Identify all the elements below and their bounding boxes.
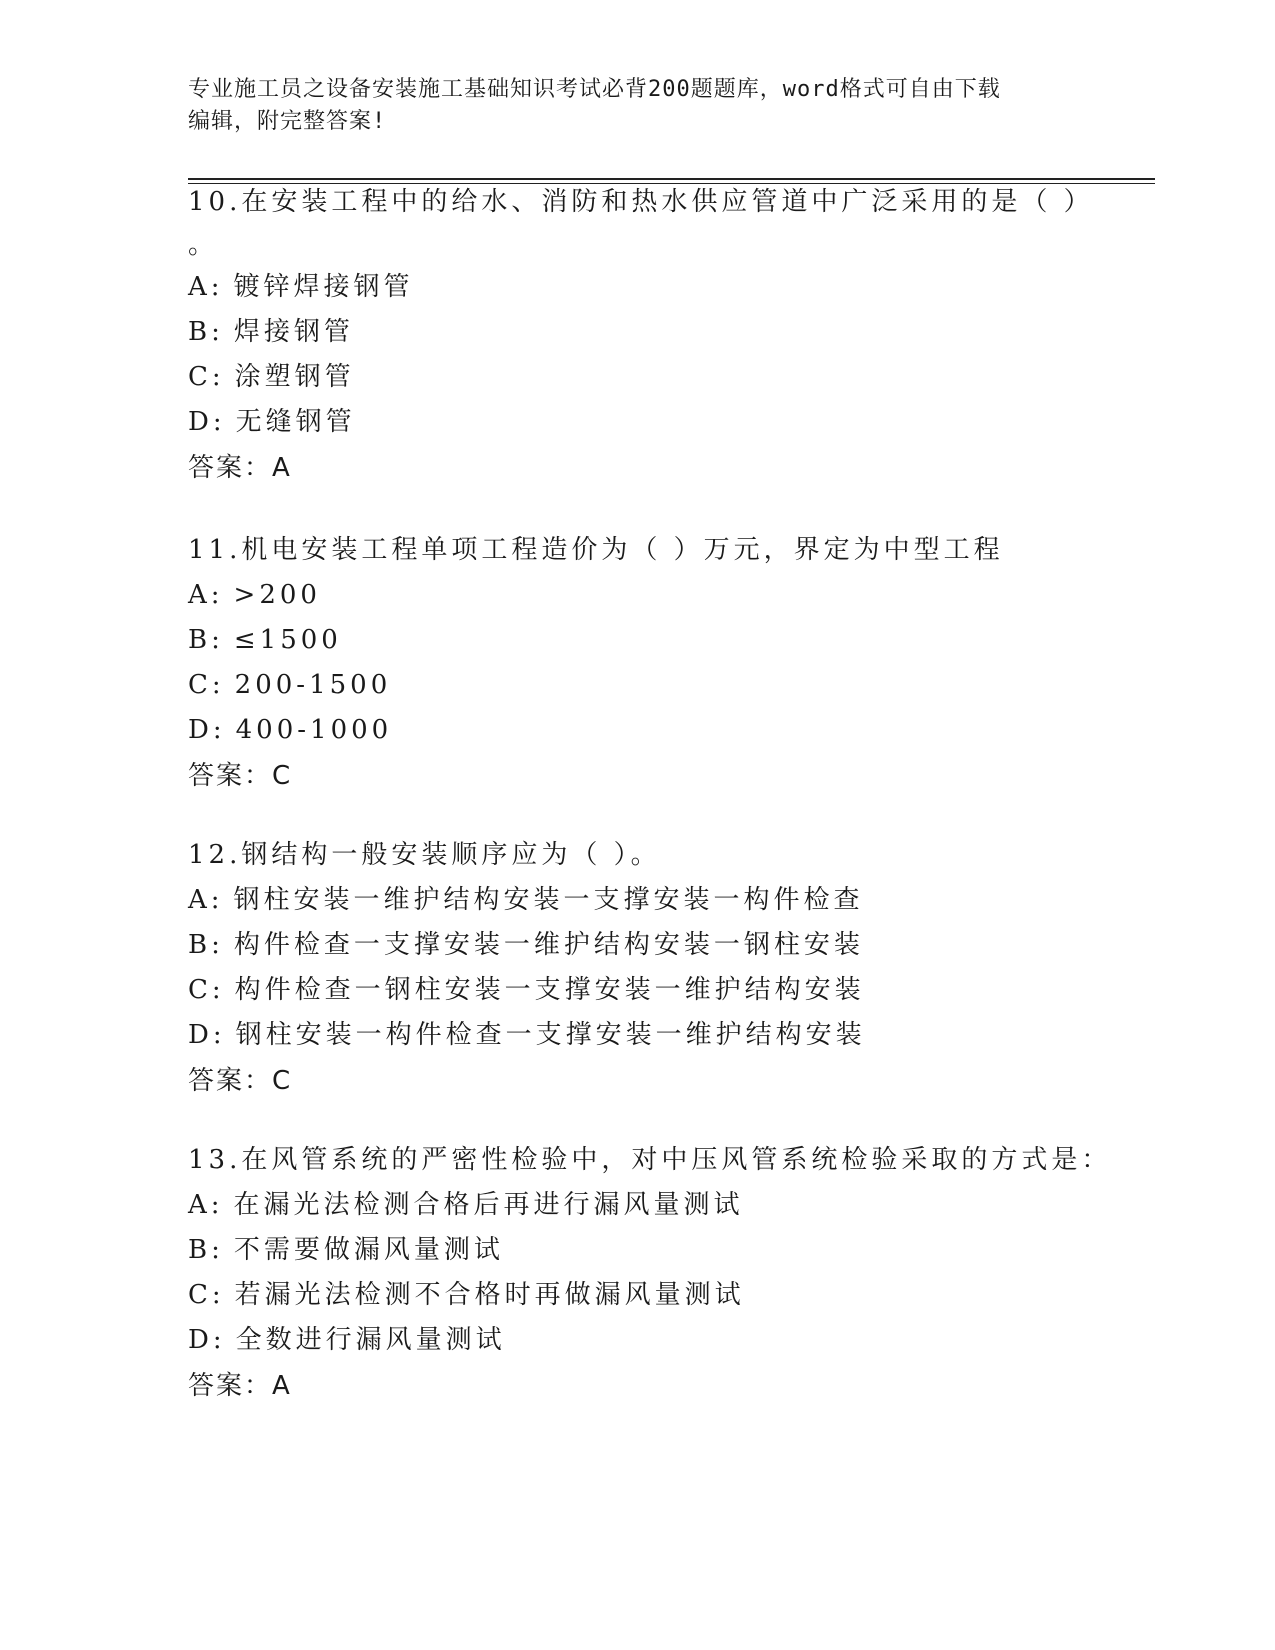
option-d <box>188 400 1088 445</box>
option-text: 钢柱安装一维护结构安装一支撑安装一构件检查 <box>233 885 864 915</box>
answer-line: 答案：A <box>188 453 292 483</box>
question-stem-continuation: 。 <box>188 230 215 260</box>
question-11 <box>188 528 1088 799</box>
option-b <box>188 310 1088 355</box>
option-text: 全数进行漏风量测试 <box>235 1325 506 1355</box>
option-letter: C: <box>188 670 225 700</box>
option-letter: B: <box>188 625 224 655</box>
option-letter: A: <box>188 885 224 915</box>
option-letter: B: <box>188 930 224 960</box>
option-text: 钢柱安装一构件检查一支撑安装一维护结构安装 <box>235 1020 866 1050</box>
option-letter: D: <box>188 1325 226 1355</box>
option-b <box>188 923 1088 968</box>
option-letter: D: <box>188 1020 226 1050</box>
option-a <box>188 265 1088 310</box>
option-text: 无缝钢管 <box>235 407 356 437</box>
header-line-1: 专业施工员之设备安装施工基础知识考试必背200题题库，word格式可自由下载 <box>188 77 1001 102</box>
option-letter: C: <box>188 1280 225 1310</box>
question-stem: 10.在安装工程中的给水、消防和热水供应管道中广泛采用的是（ ） <box>188 187 1094 217</box>
answer-line: 答案：C <box>188 761 293 791</box>
option-letter: D: <box>188 407 226 437</box>
option-text: 构件检查一钢柱安装一支撑安装一维护结构安装 <box>234 975 865 1005</box>
option-c <box>188 355 1088 400</box>
document-header <box>188 74 1088 138</box>
option-text: >200 <box>233 580 321 610</box>
option-a <box>188 573 1088 618</box>
option-b <box>188 1228 1088 1273</box>
answer-line: 答案：C <box>188 1066 293 1096</box>
option-c <box>188 1273 1088 1318</box>
answer-line: 答案：A <box>188 1371 292 1401</box>
question-stem: 11.机电安装工程单项工程造价为（ ）万元，界定为中型工程 <box>188 535 1004 565</box>
option-c <box>188 663 1088 708</box>
option-d <box>188 708 1088 753</box>
option-letter: A: <box>188 272 224 302</box>
option-text: 在漏光法检测合格后再进行漏风量测试 <box>233 1190 744 1220</box>
option-text: 400-1000 <box>235 715 393 745</box>
option-letter: D: <box>188 715 226 745</box>
option-letter: A: <box>188 580 224 610</box>
question-13 <box>188 1138 1112 1409</box>
header-line-2: 编辑，附完整答案! <box>188 109 387 134</box>
option-d <box>188 1318 1088 1363</box>
option-text: 焊接钢管 <box>233 317 354 347</box>
option-text: 涂塑钢管 <box>234 362 355 392</box>
option-text: 构件检查一支撑安装一维护结构安装一钢柱安装 <box>233 930 864 960</box>
option-letter: C: <box>188 975 225 1005</box>
option-d <box>188 1013 1088 1058</box>
option-letter: C: <box>188 362 225 392</box>
option-text: ≤1500 <box>233 625 342 655</box>
option-b <box>188 618 1088 663</box>
option-text: 200-1500 <box>234 670 392 700</box>
option-letter: A: <box>188 1190 224 1220</box>
question-12 <box>188 833 1088 1104</box>
question-stem: 12.钢结构一般安装顺序应为（ ）。 <box>188 840 661 870</box>
option-a <box>188 878 1088 923</box>
question-stem: 13.在风管系统的严密性检验中，对中压风管系统检验采取的方式是： <box>188 1145 1112 1175</box>
option-text: 不需要做漏风量测试 <box>233 1235 504 1265</box>
option-letter: B: <box>188 317 224 347</box>
option-a <box>188 1183 1088 1228</box>
option-letter: B: <box>188 1235 224 1265</box>
option-c <box>188 968 1088 1013</box>
question-10 <box>188 180 1094 491</box>
option-text: 镀锌焊接钢管 <box>233 272 414 302</box>
option-text: 若漏光法检测不合格时再做漏风量测试 <box>234 1280 745 1310</box>
